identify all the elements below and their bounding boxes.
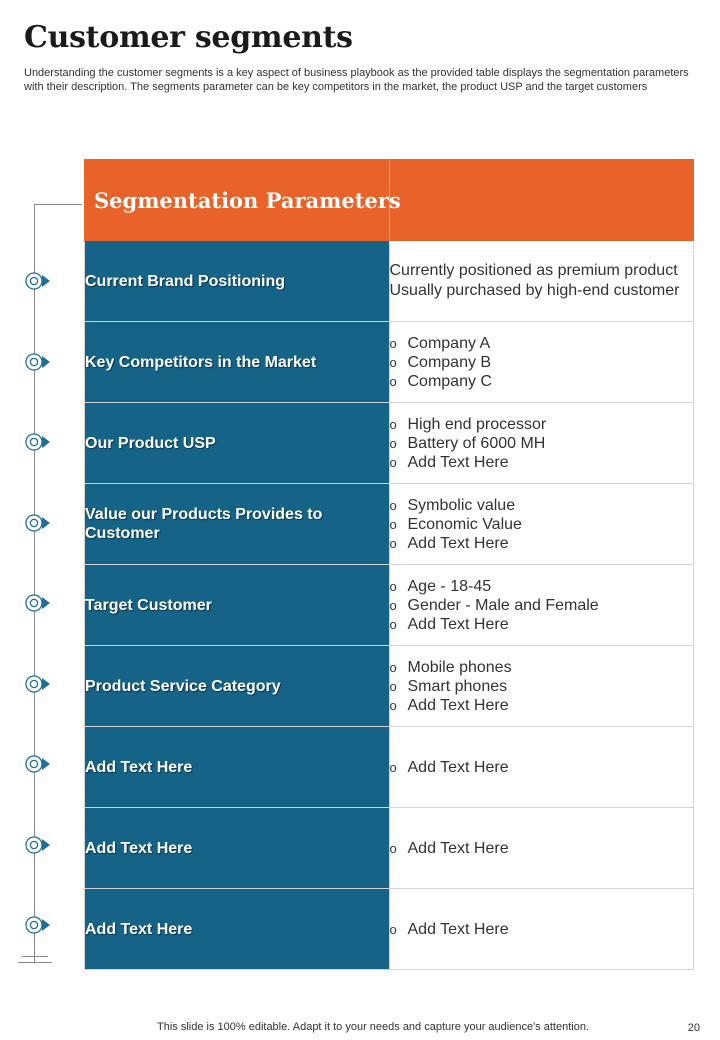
timeline-base-line xyxy=(22,956,48,957)
circle-arrow-icon xyxy=(24,270,52,292)
list-item-text: Smart phones xyxy=(407,677,508,695)
parameter-label: Product Service Category xyxy=(85,677,281,695)
list-item-text: Add Text Here xyxy=(407,453,509,471)
parameter-cell xyxy=(85,484,390,565)
list-item xyxy=(390,372,694,391)
list-item xyxy=(390,453,694,472)
page-subtitle: Understanding the customer segments is a key aspect of business playbook as the provided table displays the segmentation parameters with their description. The segments parameter can be key competitors in the market, the product USP and the target customers xyxy=(24,67,689,93)
description-cell xyxy=(389,646,694,727)
description-cell xyxy=(389,241,694,322)
bullet-icon: o xyxy=(389,535,397,551)
timeline-top-connector xyxy=(34,204,82,205)
bullet-icon: o xyxy=(389,597,397,613)
list-item-text: Company C xyxy=(407,372,492,390)
parameter-label: Add Text Here xyxy=(85,920,193,938)
description-list xyxy=(390,758,694,777)
table-row xyxy=(85,241,694,322)
bullet-icon: o xyxy=(389,921,397,937)
bullet-icon: o xyxy=(389,616,397,632)
bullet-icon: o xyxy=(389,759,397,775)
circle-arrow-icon xyxy=(24,753,52,775)
circle-arrow-icon xyxy=(24,834,52,856)
parameter-label: Add Text Here xyxy=(85,758,193,776)
parameter-cell xyxy=(85,808,390,889)
list-item-text: Company A xyxy=(407,334,491,352)
parameter-label: Add Text Here xyxy=(85,839,193,857)
list-item-text: Company B xyxy=(407,353,492,371)
table-header-row xyxy=(85,160,694,241)
description-cell xyxy=(389,322,694,403)
description-cell xyxy=(389,403,694,484)
list-item-text: Battery of 6000 MH xyxy=(407,434,546,452)
table-row xyxy=(85,808,694,889)
list-item-text: Add Text Here xyxy=(407,534,509,552)
description-cell xyxy=(389,808,694,889)
list-item xyxy=(390,415,694,434)
circle-arrow-icon xyxy=(24,512,52,534)
description-cell xyxy=(389,727,694,808)
circle-arrow-icon xyxy=(24,673,52,695)
table-row xyxy=(85,889,694,970)
parameter-cell xyxy=(85,565,390,646)
table-header-cell xyxy=(85,160,401,241)
description-text xyxy=(390,261,694,301)
list-item xyxy=(390,839,694,858)
table-row xyxy=(85,403,694,484)
description-line: Usually purchased by high-end customer xyxy=(389,282,680,299)
parameter-cell xyxy=(85,727,390,808)
list-item xyxy=(390,534,694,553)
page-title: Customer segments xyxy=(24,20,353,55)
table-row xyxy=(85,565,694,646)
bullet-icon: o xyxy=(389,416,397,432)
list-item xyxy=(390,353,694,372)
bullet-icon: o xyxy=(389,578,397,594)
list-item xyxy=(390,658,694,677)
bullet-icon: o xyxy=(389,454,397,470)
list-item xyxy=(390,920,694,939)
list-item-text: Add Text Here xyxy=(407,920,509,938)
parameter-cell xyxy=(85,889,390,970)
table-row xyxy=(85,727,694,808)
footer-note: This slide is 100% editable. Adapt it to your needs and capture your audience's attention. xyxy=(157,1021,589,1033)
timeline-base-line xyxy=(18,962,52,963)
table-row xyxy=(85,646,694,727)
description-list xyxy=(390,920,694,939)
list-item xyxy=(390,596,694,615)
parameter-label: Value our Products Provides to Customer xyxy=(85,506,323,542)
list-item xyxy=(390,496,694,515)
bullet-icon: o xyxy=(389,435,397,451)
list-item-text: Age - 18-45 xyxy=(407,577,492,595)
parameter-label: Our Product USP xyxy=(85,434,216,452)
list-item xyxy=(390,334,694,353)
circle-arrow-icon xyxy=(24,351,52,373)
description-list xyxy=(390,839,694,858)
bullet-icon: o xyxy=(389,373,397,389)
list-item xyxy=(390,677,694,696)
table-header-label: Segmentation Parameters xyxy=(94,187,401,213)
parameter-label: Current Brand Positioning xyxy=(85,272,285,290)
circle-arrow-icon xyxy=(24,592,52,614)
description-list xyxy=(390,658,694,715)
bullet-icon: o xyxy=(389,516,397,532)
bullet-icon: o xyxy=(389,659,397,675)
timeline xyxy=(18,200,82,970)
bullet-icon: o xyxy=(389,335,397,351)
list-item-text: Add Text Here xyxy=(407,839,509,857)
list-item xyxy=(390,615,694,634)
list-item xyxy=(390,515,694,534)
list-item xyxy=(390,577,694,596)
bullet-icon: o xyxy=(389,354,397,370)
list-item xyxy=(390,758,694,777)
segmentation-table xyxy=(84,159,694,970)
table-header-empty-cell xyxy=(389,160,694,241)
list-item-text: Mobile phones xyxy=(407,658,512,676)
bullet-icon: o xyxy=(389,497,397,513)
bullet-icon: o xyxy=(389,697,397,713)
list-item xyxy=(390,434,694,453)
parameter-cell xyxy=(85,646,390,727)
list-item xyxy=(390,696,694,715)
list-item-text: Add Text Here xyxy=(407,758,509,776)
description-cell xyxy=(389,484,694,565)
list-item-text: Add Text Here xyxy=(407,615,509,633)
list-item-text: Economic Value xyxy=(407,515,522,533)
parameter-label: Target Customer xyxy=(85,596,212,614)
list-item-text: High end processor xyxy=(407,415,547,433)
description-list xyxy=(390,334,694,391)
description-cell xyxy=(389,889,694,970)
description-cell xyxy=(389,565,694,646)
page-number: 20 xyxy=(687,1022,700,1034)
bullet-icon: o xyxy=(389,840,397,856)
list-item-text: Add Text Here xyxy=(407,696,509,714)
list-item-text: Symbolic value xyxy=(407,496,516,514)
table-row xyxy=(85,484,694,565)
bullet-icon: o xyxy=(389,678,397,694)
table-row xyxy=(85,322,694,403)
description-list xyxy=(390,415,694,472)
parameter-cell xyxy=(85,403,390,484)
description-list xyxy=(390,577,694,634)
circle-arrow-icon xyxy=(24,431,52,453)
description-list xyxy=(390,496,694,553)
parameter-label: Key Competitors in the Market xyxy=(85,353,317,371)
parameter-cell xyxy=(85,241,390,322)
circle-arrow-icon xyxy=(24,914,52,936)
list-item-text: Gender - Male and Female xyxy=(407,596,599,614)
parameter-cell xyxy=(85,322,390,403)
description-line: Currently positioned as premium product xyxy=(389,262,678,279)
